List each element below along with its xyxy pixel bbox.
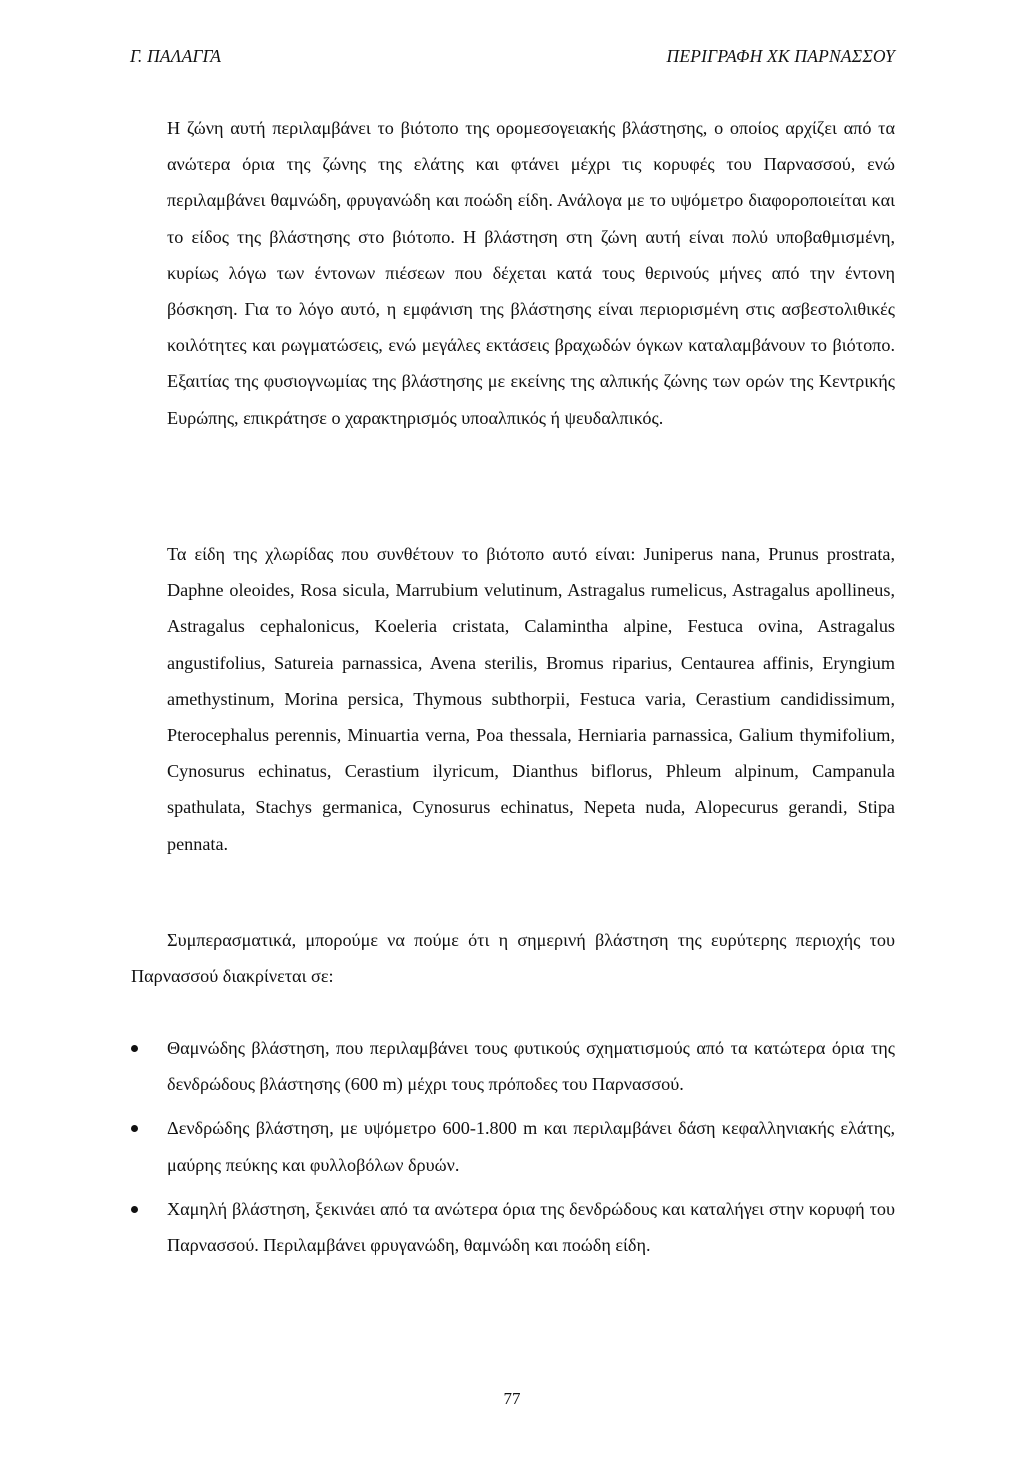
running-header xyxy=(130,46,895,67)
list-item xyxy=(131,1191,895,1263)
paragraph-zone-description: Η ζώνη αυτή περιλαμβάνει το βιότοπο της ορομεσογειακής βλάστησης, ο οποίος αρχίζει από τα ανώτερα όρια της ζώνης της ελάτης και φτάνει μέχρι τις κορυφές του Παρνασσού, ενώ περιλαμβάνει θαμνώδη, φρυγανώδη και ποώδη είδη. Ανάλογα με το υψόμετρο διαφοροποιείται και το είδος της βλάστησης στο βιότοπο. Η βλάστηση στη ζώνη αυτή είναι πολύ υποβαθμισμένη, κυρίως λόγω των έντονων πιέσεων που δέχεται κατά τους θερινούς μήνες από την έντονη βόσκηση. Για το λόγο αυτό, η εμφάνιση της βλάστησης είναι περιορισμένη στις ασβεστολιθικές κοιλότητες και ρωγματώσεις, ενώ μεγάλες εκτάσεις βραχωδών όγκων καταλαμβάνουν το βιότοπο. Εξαιτίας της φυσιογνωμίας της βλάστησης με εκείνης της αλπικής ζώνης των ορών της Κεντρικής Ευρώπης, επικράτησε ο χαρακτηρισμός υποαλπικός ή ψευδαλπικός. xyxy=(167,118,895,428)
list-item-text: Θαμνώδης βλάστηση, που περιλαμβάνει τους φυτικούς σχηματισμούς από τα κατώτερα όρια της δενδρώδους βλάστησης (600 m) μέχρι τους πρόποδες του Παρνασσού. xyxy=(167,1038,895,1095)
list-item-text: Δενδρώδης βλάστηση, με υψόμετρο 600-1.800 m και περιλαμβάνει δάση κεφαλληνιακής ελάτης, μαύρης πεύκης και φυλλοβόλων δρυών. xyxy=(167,1118,895,1175)
header-title: ΠΕΡΙΓΡΑΦΗ ΧΚ ΠΑΡΝΑΣΣΟΥ xyxy=(666,46,895,66)
bullet-icon xyxy=(131,1206,138,1213)
bullet-icon xyxy=(131,1045,138,1052)
list-item xyxy=(131,1030,895,1102)
vegetation-list xyxy=(131,1030,895,1271)
list-item xyxy=(131,1110,895,1182)
paragraph-flora-species: Τα είδη της χλωρίδας που συνθέτουν το βιότοπο αυτό είναι: Juniperus nana, Prunus prostrata, Daphne oleoides, Rosa sicula, Marrubium velutinum, Astragalus rumelicus, Astragalus apollineus, Astragalus cephalonicus, Koeleria cristata, Calamintha alpine, Festuca ovina, Astragalus angustifolius, Satureia parnassica, Avena sterilis, Bromus riparius, Centaurea affinis, Eryngium amethystinum, Morina persica, Thymous subthorpii, Festuca varia, Cerastium candidissimum, Pterocephalus perennis, Minuartia verna, Poa thessala, Herniaria parnassica, Galium thymifolium, Cynosurus echinatus, Cerastium ilyricum, Dianthus biflorus, Phleum alpinum, Campanula spathulata, Stachys germanica, Cynosurus echinatus, Nepeta nuda, Alopecurus gerandi, Stipa pennata. xyxy=(167,544,895,854)
header-author: Γ. ΠΑΛΑΓΓΑ xyxy=(130,46,222,66)
paragraph-conclusion: Συμπερασματικά, μπορούμε να πούμε ότι η σημερινή βλάστηση της ευρύτερης περιοχής του Παρνασσού διακρίνεται σε: xyxy=(131,930,895,987)
list-item-text: Χαμηλή βλάστηση, ξεκινάει από τα ανώτερα όρια της δενδρώδους και καταλήγει στην κορυφή του Παρνασσού. Περιλαμβάνει φρυγανώδη, θαμνώδη και ποώδη είδη. xyxy=(167,1198,895,1256)
bullet-icon xyxy=(131,1125,138,1132)
page-number: 77 xyxy=(503,1389,521,1408)
